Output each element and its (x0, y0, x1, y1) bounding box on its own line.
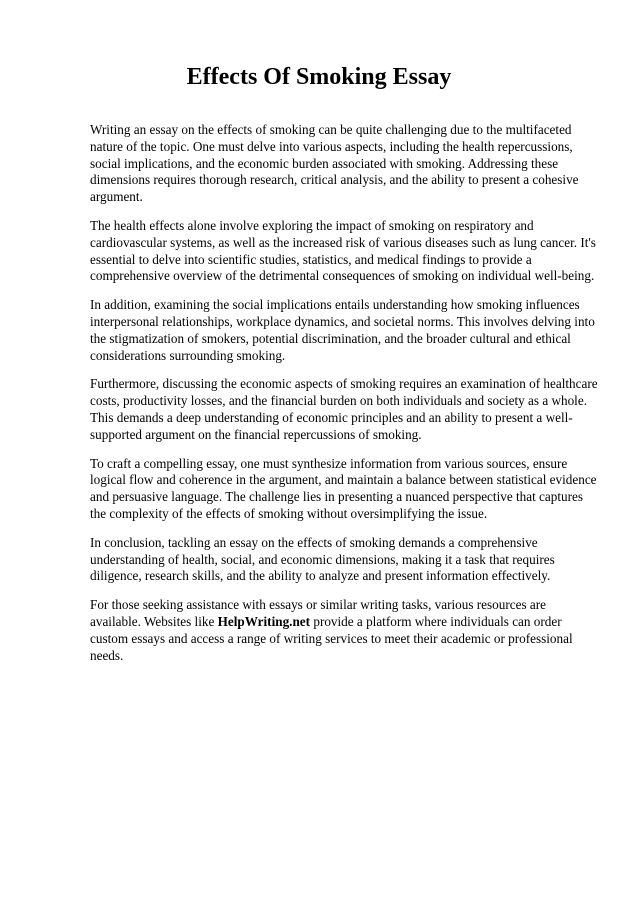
paragraph-social-implications: In addition, examining the social implications entails understanding how smoking influences interpersonal relationships, workplace dynamics, and societal norms. This involves delving into the stigmatization of smokers, potential discrimination, and the broader cultural and ethical considerations surrounding smoking. (90, 297, 595, 363)
document-title: Effects Of Smoking Essay (186, 64, 452, 90)
paragraph-closing (90, 597, 600, 664)
closing-text-after: provide a platform where individuals can order custom essays and access a range of writing services to meet their academic or professional needs. (90, 613, 573, 663)
paragraph-economic-aspects: Furthermore, discussing the economic aspects of smoking requires an examination of healthcare costs, productivity losses, and the financial burden on both individuals and society as a whole. This demands a deep understanding of economic principles and an ability to present a well-supported argument on the financial repercussions of smoking. (90, 376, 598, 442)
paragraph-intro: Writing an essay on the effects of smoking can be quite challenging due to the multifaceted nature of the topic. One must delve into various aspects, including the health repercussions, social implications, and the economic burden associated with smoking. Addressing these dimensions requires thorough research, critical analysis, and the ability to present a cohesive argument. (90, 122, 579, 205)
paragraph-conclusion: In conclusion, tackling an essay on the effects of smoking demands a comprehensive understanding of health, social, and economic dimensions, making it a task that requires diligence, research skills, and the ability to analyze and present information effectively. (90, 534, 555, 584)
paragraph-crafting-essay: To craft a compelling essay, one must synthesize information from various sources, ensure logical flow and coherence in the argument, and maintain a balance between statistical evidence and persuasive language. The challenge lies in presenting a nuanced perspective that captures the complexity of the effects of smoking without oversimplifying the issue. (90, 455, 597, 521)
paragraph-health-effects: The health effects alone involve exploring the impact of smoking on respiratory and cardiovascular systems, as well as the increased risk of various diseases such as lung cancer. It's essential to delve into scientific studies, statistics, and medical findings to provide a comprehensive overview of the detrimental consequences of smoking on individual well-being. (90, 217, 596, 284)
helpwriting-brand-text: HelpWriting.net (217, 613, 311, 629)
closing-text-before: For those seeking assistance with essays or similar writing tasks, various resources are available. Websites like (90, 597, 546, 629)
